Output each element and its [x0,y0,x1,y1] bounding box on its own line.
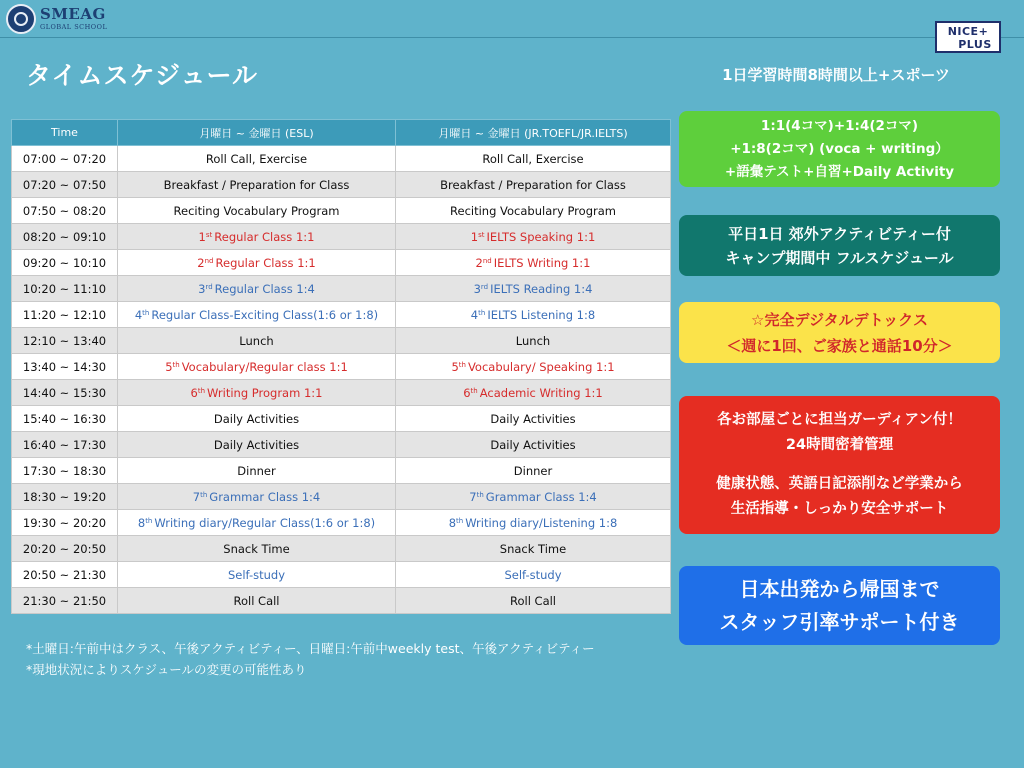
esl-cell [118,562,396,588]
esl-cell [118,510,396,536]
blue-line-2: スタッフ引率サポート付き [719,609,960,634]
class-label: Regular Class 1:1 [215,255,316,270]
time-cell: 19:30 ~ 20:20 [12,510,118,536]
period-number: 4 [470,307,479,322]
time-cell: 07:50 ~ 08:20 [12,198,118,224]
table-row [12,432,671,458]
period-number: 7 [469,489,477,504]
time-cell: 18:30 ~ 19:20 [12,484,118,510]
esl-cell [118,328,396,354]
green-line-2: +1:8(2コマ) (voca + writing） [730,140,949,157]
jr-cell [396,562,671,588]
time-cell: 14:40 ~ 15:30 [12,380,118,406]
jr-cell [396,380,671,406]
table-row [12,562,671,588]
green-line-1: 1:1(4コマ)+1:4(2コマ) [760,117,919,134]
time-cell: 11:20 ~ 12:10 [12,302,118,328]
jr-cell [396,146,671,172]
esl-cell [118,354,396,380]
esl-cell [118,432,396,458]
class-label: Writing Program 1:1 [207,385,323,400]
period-number: 8 [448,515,457,530]
class-label: Writing diary/Listening 1:8 [465,515,618,530]
jr-cell [396,224,671,250]
esl-cell [118,172,396,198]
table-row [12,536,671,562]
ordinal-suffix: th [172,360,180,369]
period-number: 5 [165,359,173,374]
digital-detox-box [679,302,1000,363]
jr-cell [396,354,671,380]
time-cell: 13:40 ~ 14:30 [12,354,118,380]
esl-cell [118,146,396,172]
period-number: 4 [134,307,143,322]
table-row [12,380,671,406]
header-divider [0,37,1024,38]
esl-cell [118,276,396,302]
class-label: Regular Class 1:1 [214,229,315,244]
esl-cell [118,198,396,224]
period-number: 3 [473,281,481,296]
class-label: Daily Activities [490,437,576,452]
ordinal-suffix: nd [482,256,492,265]
jr-cell [396,172,671,198]
period-number: 7 [192,489,201,504]
class-label: Grammar Class 1:4 [485,489,597,504]
class-label: Roll Call [509,593,557,608]
period-number: 2 [197,255,205,270]
red-line-2: 24時間密着管理 [785,437,894,453]
note-weekend: *土曜日:午前中はクラス、午後アクティビティー、日曜日:午前中weekly test、午後アクティビティー [26,641,595,656]
class-label: Breakfast / Preparation for Class [440,177,626,192]
period-number: 8 [137,515,146,530]
ordinal-suffix: nd [204,256,214,265]
logo-name: SMEAG [40,5,106,24]
period-number: 5 [451,359,459,374]
page-title: タイムスケジュール [26,61,259,90]
jr-cell [396,536,671,562]
time-cell: 07:20 ~ 07:50 [12,172,118,198]
header-esl: 月曜日 ~ 金曜日 (ESL) [118,120,396,146]
table-row [12,354,671,380]
class-label: Snack Time [223,541,290,556]
badge-line-2: PLUS [958,38,992,51]
time-cell: 20:20 ~ 20:50 [12,536,118,562]
ordinal-suffix: th [456,516,464,525]
ordinal-suffix: th [142,308,150,317]
table-row [12,458,671,484]
class-label: Snack Time [499,541,567,556]
jr-cell [396,406,671,432]
jr-cell [396,510,671,536]
red-line-1: 各お部屋ごとに担当ガーディアン付！ [717,412,962,428]
table-row [12,146,671,172]
table-row [12,406,671,432]
table-row [12,172,671,198]
class-label: IELTS Speaking 1:1 [486,229,596,244]
jr-cell [396,484,671,510]
class-label: Self-study [504,567,562,582]
esl-cell [118,588,396,614]
esl-cell [118,250,396,276]
esl-cell [118,380,396,406]
time-cell: 21:30 ~ 21:50 [12,588,118,614]
class-label: Daily Activities [490,411,576,426]
class-label: Reciting Vocabulary Program [450,203,616,218]
ordinal-suffix: rd [480,282,489,291]
class-label: Regular Class-Exciting Class(1:6 or 1:8) [151,307,379,322]
jr-cell [396,432,671,458]
time-cell: 08:20 ~ 09:10 [12,224,118,250]
class-label: Daily Activities [213,437,300,452]
ordinal-suffix: st [478,230,485,239]
yellow-line-1: ☆完全デジタルデトックス [751,310,928,329]
time-cell: 15:40 ~ 16:30 [12,406,118,432]
class-label: Writing diary/Regular Class(1:6 or 1:8) [154,515,376,530]
class-label: Roll Call, Exercise [482,151,584,166]
red-line-3: 健康状態、英語日記添削など学業から [716,476,963,492]
logo-subtitle: GLOBAL SCHOOL [40,23,108,32]
class-label: Dinner [237,463,276,478]
class-label: IELTS Writing 1:1 [493,255,591,270]
table-row [12,328,671,354]
teal-line-1: 平日1日 郊外アクティビティー付 [728,224,951,243]
period-number: 3 [198,281,206,296]
green-line-3: +語彙テスト+自習+Daily Activity [724,163,955,180]
esl-cell [118,458,396,484]
period-number: 6 [190,385,198,400]
study-hours-headline: 1日学習時間8時間以上+スポーツ [722,66,950,84]
period-number: 1 [198,229,206,244]
class-label: Vocabulary/Regular class 1:1 [181,359,348,374]
time-cell: 12:10 ~ 13:40 [12,328,118,354]
badge-line-1: NICE+ [947,25,989,38]
time-cell: 20:50 ~ 21:30 [12,562,118,588]
blue-line-1: 日本出発から帰国まで [739,576,940,601]
table-row [12,250,671,276]
table-row [12,198,671,224]
time-cell: 09:20 ~ 10:10 [12,250,118,276]
class-label: Self-study [227,567,286,582]
time-cell: 16:40 ~ 17:30 [12,432,118,458]
header-time: Time [12,120,118,146]
class-label: IELTS Listening 1:8 [487,307,596,322]
period-number: 6 [463,385,471,400]
table-header-row [12,120,671,146]
header-jr: 月曜日 ~ 金曜日 (JR.TOEFL/JR.IELTS) [396,120,671,146]
school-seal-icon [6,4,36,34]
jr-cell [396,250,671,276]
period-number: 2 [475,255,483,270]
time-cell: 07:00 ~ 07:20 [12,146,118,172]
class-label: Roll Call, Exercise [205,151,308,166]
jr-cell [396,302,671,328]
ordinal-suffix: th [470,386,478,395]
ordinal-suffix: rd [205,282,213,291]
class-label: Lunch [239,333,274,348]
yellow-line-2: ＜週に1回、ご家族と通話10分＞ [726,336,953,355]
table-row [12,510,671,536]
jr-cell [396,458,671,484]
table-row [12,276,671,302]
class-label: Regular Class 1:4 [214,281,315,296]
table-row [12,588,671,614]
schedule-notes [26,638,595,680]
esl-cell [118,224,396,250]
time-cell: 17:30 ~ 18:30 [12,458,118,484]
jr-cell [396,276,671,302]
time-cell: 10:20 ~ 11:10 [12,276,118,302]
guardian-support-box [679,396,1000,534]
class-label: Reciting Vocabulary Program [173,203,340,218]
esl-cell [118,406,396,432]
class-label: Daily Activities [213,411,300,426]
table-row [12,484,671,510]
class-label: Lunch [515,333,551,348]
class-label: Roll Call [233,593,280,608]
class-label: Academic Writing 1:1 [479,385,603,400]
ordinal-suffix: st [205,230,213,239]
lesson-composition-box [679,111,1000,187]
ordinal-suffix: th [458,360,466,369]
ordinal-suffix: th [478,308,486,317]
ordinal-suffix: th [200,490,208,499]
esl-cell [118,536,396,562]
table-row [12,224,671,250]
activity-box [679,215,1000,276]
ordinal-suffix: th [476,490,484,499]
table-row [12,302,671,328]
jr-cell [396,588,671,614]
esl-cell [118,484,396,510]
jr-cell [396,328,671,354]
schedule-table [11,119,671,614]
period-number: 1 [470,229,479,244]
ordinal-suffix: th [145,516,153,525]
class-label: IELTS Reading 1:4 [490,281,593,296]
note-change: *現地状況によりスケジュールの変更の可能性あり [26,662,307,677]
class-label: Vocabulary/ Speaking 1:1 [467,359,615,374]
class-label: Grammar Class 1:4 [209,489,321,504]
smeag-logo [6,4,107,34]
class-label: Dinner [513,463,553,478]
staff-escort-box [679,566,1000,645]
teal-line-2: キャンプ期間中 フルスケジュール [725,248,954,267]
ordinal-suffix: th [197,386,206,395]
jr-cell [396,198,671,224]
red-line-4: 生活指導・しっかり安全サポート [730,501,949,517]
esl-cell [118,302,396,328]
class-label: Breakfast / Preparation for Class [163,177,350,192]
nice-plus-badge [935,21,1001,53]
